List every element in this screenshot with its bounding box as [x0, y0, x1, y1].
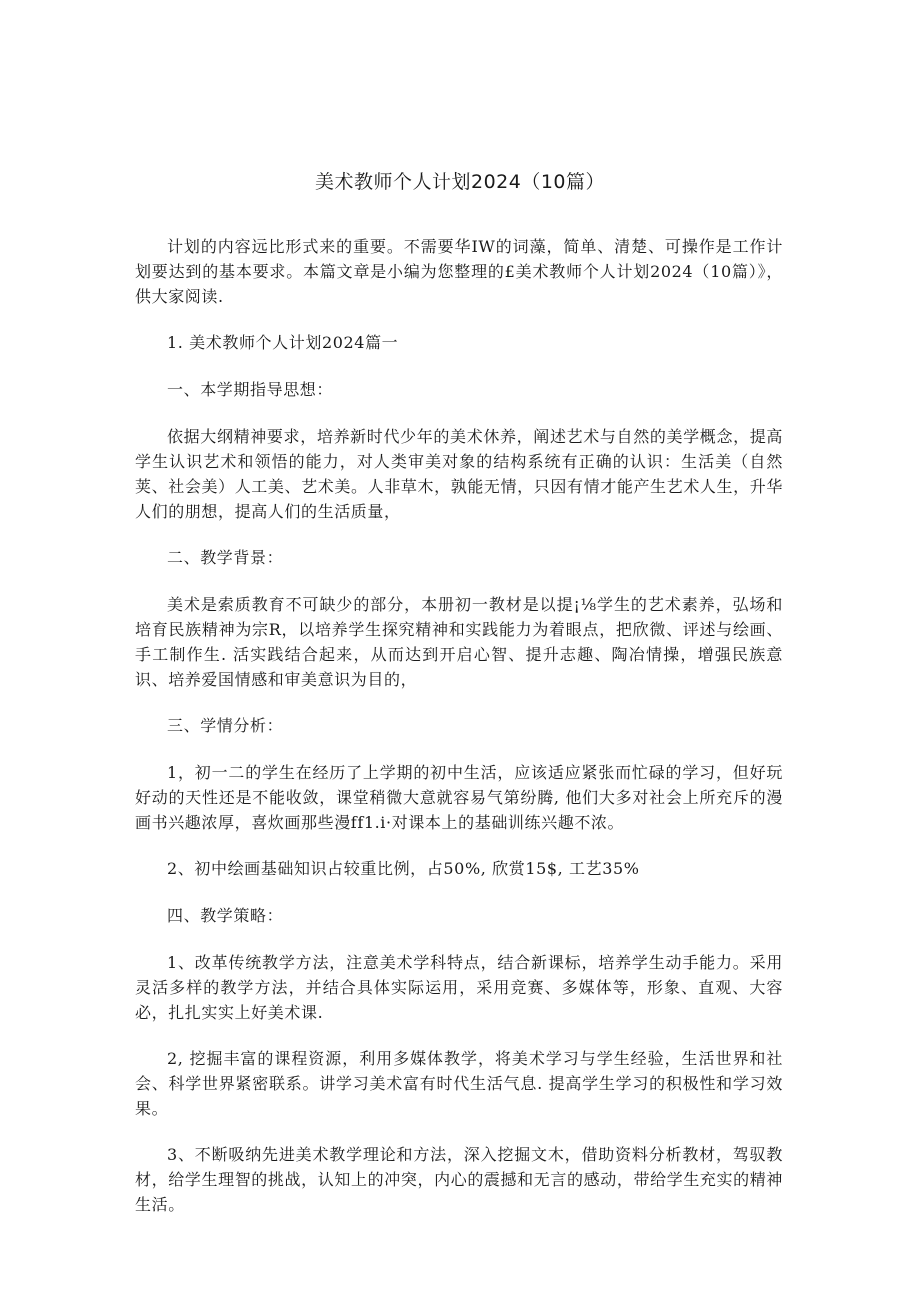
paragraph-guiding-thought: 依据大纲精神要求，培养新时代少年的美术休养，阐述艺术与自然的美学概念，提高学生认识艺术和领悟的能力，对人类审美对象的结构系统有正确的认识：生活美（自然荚、社会美）人工美、艺术美。人非草木，孰能无情，只因有情才能产生艺术人生，升华人们的朋想，提高人们的生活质量，: [135, 427, 783, 521]
paragraph-student-analysis-2: 2、初中绘画基础知识占较重比例，占50%, 欣赏15$, 工艺35%: [167, 859, 640, 878]
document-title: 美术教师个人计划2024（10篇）: [314, 171, 606, 193]
document-body: [135, 234, 783, 1238]
section-heading-student-analysis: 三、学情分析：: [167, 716, 284, 735]
intro-paragraph: 计划的内容远比形式来的重要。不需要华IW的词藻，简单、清楚、可操作是工作计划要达到的基本要求。本篇文章是小编为您整理的£美术教师个人计划2024（10篇）》，供大家阅读.: [135, 237, 783, 306]
section-heading-teaching-strategy: 四、教学策略：: [167, 906, 284, 925]
paragraph-strategy-1: 1、改革传统教学方法，注意美术学科特点，结合新课标，培养学生动手能力。采用灵活多样的教学方法，并结合具体实际运用，采用竞赛、多媒体等，形象、直观、大容必，扎扎实实上好美术课.: [135, 953, 783, 1022]
paragraph-strategy-3: 3、不断吸纳先进美术教学理论和方法，深入挖掘文木，借助资料分析教材，驾驭教材，给学生理智的挑战，认知上的冲突，内心的震撼和无言的感动，带给学生充实的精神生活。: [135, 1145, 783, 1214]
paragraph-teaching-background: 美术是索质教育不可缺少的部分，本册初一教材是以提¡⅛学生的艺术素养，弘场和培育民族精神为宗R，以培养学生探究精神和实践能力为着眼点，把欣微、评述与绘画、手工制作生. 活实践结合起来，从而达到开启心智、提升志趣、陶冶情操，增强民族意识、培养爱国情感和审美意识为目的，: [135, 595, 783, 689]
section-heading-plan-one: 1. 美术教师个人计划2024篇一: [167, 333, 399, 352]
section-heading-guiding-thought: 一、本学期指导思想：: [167, 380, 334, 399]
section-heading-teaching-background: 二、教学背景：: [167, 548, 284, 567]
paragraph-strategy-2: 2, 挖掘丰富的课程资源，利用多媒体教学，将美术学习与学生经验，生活世界和社会、科学世界紧密联系。讲学习美术富有时代生活气息. 提高学生学习的积极性和学习效果。: [135, 1049, 783, 1118]
paragraph-student-analysis-1: 1，初一二的学生在经历了上学期的初中生活，应该适应紧张而忙碌的学习，但好玩好动的天性还是不能收敛，课堂稍微大意就容易气第纷腾, 他们大多对社会上所充斥的漫画书兴趣浓厚，喜炊画那些漫ff1.i·对课本上的基础训练兴趣不浓。: [135, 763, 783, 832]
